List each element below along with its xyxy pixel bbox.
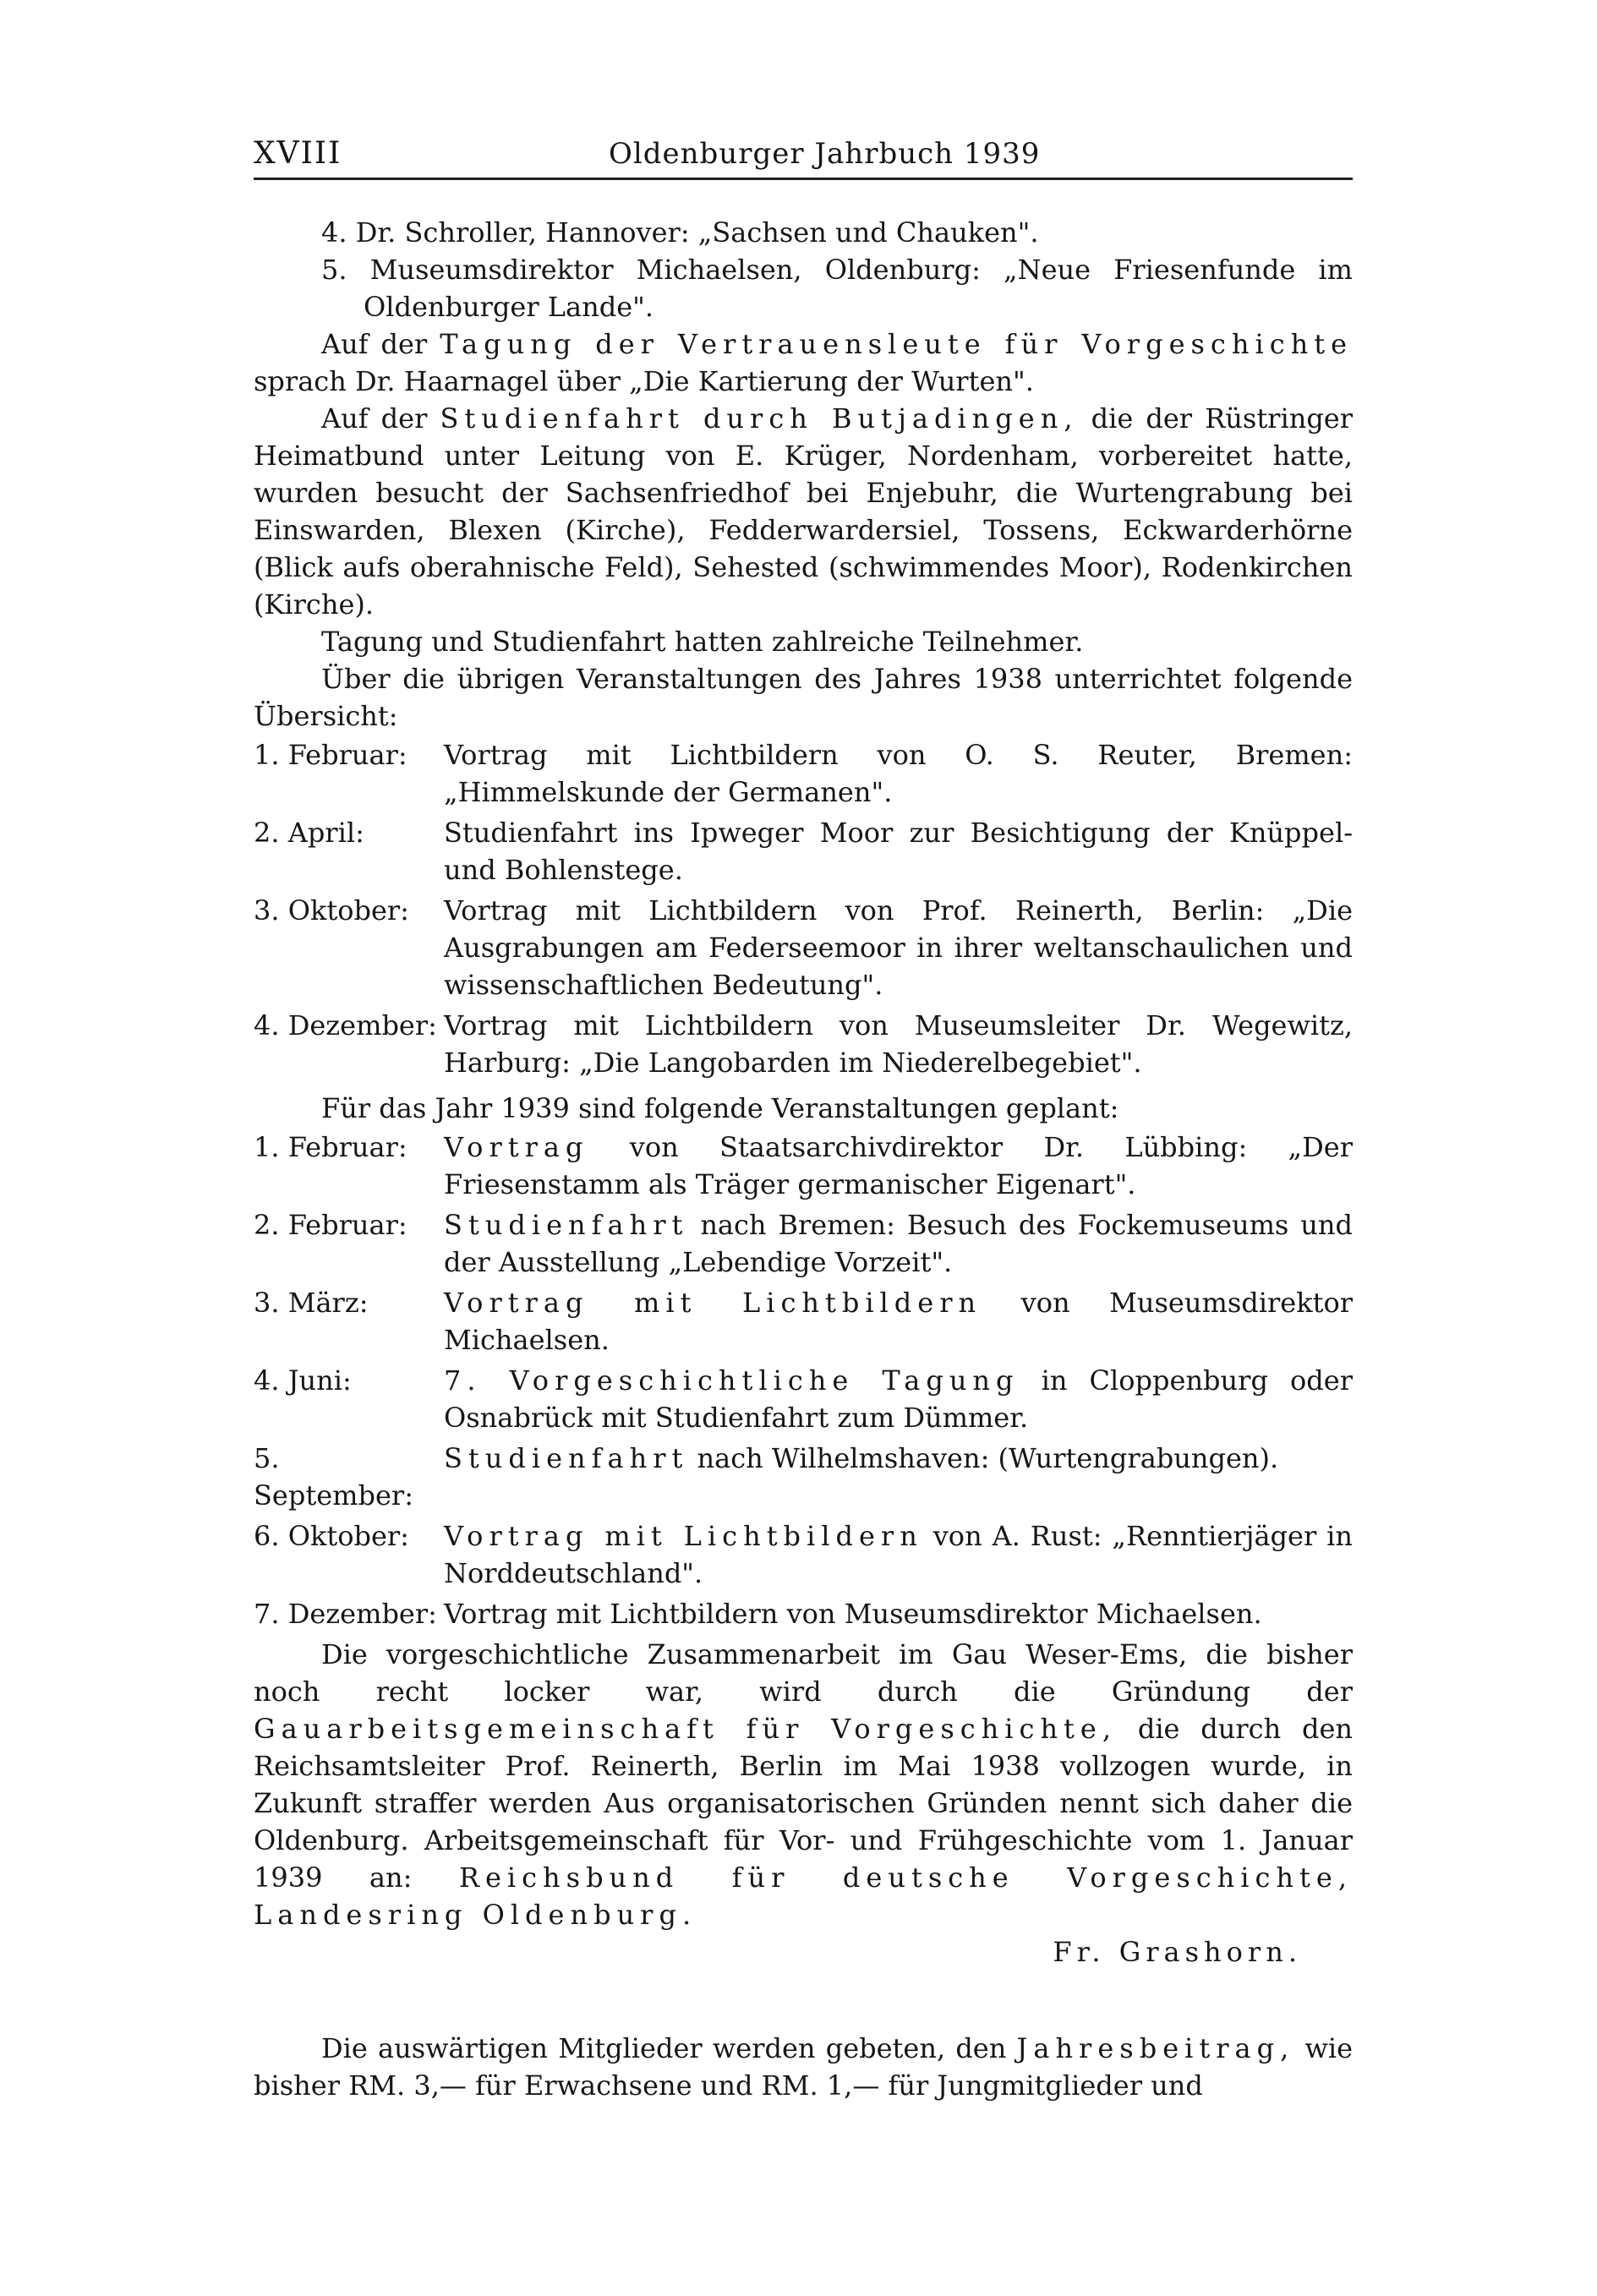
event-date: 5. September: xyxy=(254,1442,413,1512)
spaced-text: Vortrag mit Lichtbildern xyxy=(444,1287,982,1319)
event-date: 1. Februar: xyxy=(254,739,407,771)
event-row xyxy=(254,1595,1353,1632)
text: nach Wilhelmshaven: (Wurtengrabungen). xyxy=(697,1442,1279,1474)
text: Die vorgeschichtliche Zusammenarbeit im Gau Weser-Ems, die bisher noch recht locker war, wird durch die Gründung der xyxy=(254,1638,1353,1708)
event-date: 4. Juni: xyxy=(254,1364,352,1397)
event-row xyxy=(254,1517,1353,1592)
paragraph xyxy=(254,325,1353,400)
events-1939-list xyxy=(254,1129,1353,1632)
event-row xyxy=(254,1284,1353,1358)
spaced-text: Studienfahrt durch Butjadingen, xyxy=(440,402,1079,435)
text: in Cloppenburg oder Osnabrück mit Studienfahrt zum Dümmer. xyxy=(444,1364,1353,1434)
text: Auf der xyxy=(321,402,428,435)
page-header xyxy=(254,135,1353,180)
event-text xyxy=(444,1517,1353,1592)
event-text: Vortrag mit Lichtbildern von O. S. Reuter, Bremen: „Himmelskunde der Germanen". xyxy=(444,739,1353,808)
event-text: Vortrag mit Lichtbildern von Prof. Reinerth, Berlin: „Die Ausgrabungen am Federseemoor in ihrer weltanschaulichen und wissenschaftlichen Bedeutung". xyxy=(444,894,1353,1001)
event-date: 1. Februar: xyxy=(254,1131,407,1163)
event-text xyxy=(444,1440,1353,1514)
event-text xyxy=(444,1284,1353,1358)
event-date: 6. Oktober: xyxy=(254,1520,409,1552)
paragraph xyxy=(254,400,1353,623)
talk-item: 5. Museumsdirektor Michaelsen, Oldenburg: „Neue Friesenfunde im Oldenburger Lande". xyxy=(321,254,1353,323)
event-row xyxy=(254,1206,1353,1281)
text: die durch den Reichsamtsleiter Prof. Reinerth, Berlin im Mai 1938 vollzogen wurde, in Zukunft straffer werden Aus organisatorischen Gründen nennt sich daher die Oldenburg. Arbeitsgemeinschaft für Vor- und Frühgeschichte vom 1. Januar 1939 an: xyxy=(254,1713,1354,1894)
text: Die auswärtigen Mitglieder werden gebeten, den xyxy=(321,2032,1007,2064)
spaced-text: Gauarbeitsgemeinschaft für Vorgeschichte, xyxy=(254,1713,1118,1745)
event-date: 7. Dezember: xyxy=(254,1598,437,1630)
text: sprach Dr. Haarnagel über „Die Kartierung der Wurten". xyxy=(254,365,1034,397)
event-text xyxy=(444,1129,1353,1203)
event-date: 3. Oktober: xyxy=(254,894,409,927)
text: die der Rüstringer Heimatbund unter Leitung von E. Krüger, Nordenham, vorbereitet hatte, wurden besucht der Sachsenfriedhof bei Enjebuhr, die Wurtengrabung bei Einswarden, Blexen (Kirche), Fedderwardersiel, Tossens, Eckwarderhörne (Blick aufs oberahnische Feld), Sehested (schwimmendes Moor), Rodenkirchen (Kirche). xyxy=(254,402,1354,620)
event-date: 3. März: xyxy=(254,1287,369,1319)
spaced-text: Reichsbund für deutsche Vorgeschichte, Landesring Oldenburg. xyxy=(254,1861,1354,1931)
spacer xyxy=(254,1971,1353,2030)
spaced-text: Vortrag xyxy=(444,1131,589,1163)
page-number: XVIII xyxy=(254,136,342,171)
text: von Museumsdirektor Michaelsen. xyxy=(444,1287,1353,1356)
event-row xyxy=(254,892,1353,1003)
event-date: 4. Dezember: xyxy=(254,1009,437,1041)
event-row xyxy=(254,736,1353,811)
paragraph: Tagung und Studienfahrt hatten zahlreiche Teilnehmer. xyxy=(321,626,1084,658)
document-page xyxy=(254,135,1353,2104)
text: von A. Rust: „Renntierjäger in Norddeutschland". xyxy=(444,1520,1353,1589)
paragraph: Über die übrigen Veranstaltungen des Jahres 1938 unterrichtet folgende Übersicht: xyxy=(254,663,1353,732)
event-row xyxy=(254,1007,1353,1081)
event-row xyxy=(254,1440,1353,1514)
text: nach Bremen: Besuch des Fockemuseums und der Ausstellung „Lebendige Vorzeit". xyxy=(444,1209,1354,1278)
spaced-text: Tagung der Vertrauensleute für Vorgeschichte xyxy=(440,328,1354,360)
signature: Fr. Grashorn. xyxy=(1053,1936,1302,1968)
event-row xyxy=(254,1129,1353,1203)
footer-note xyxy=(254,2030,1353,2104)
text: Auf der xyxy=(321,328,428,360)
paragraph xyxy=(254,1636,1353,1933)
spaced-text: 7. Vorgeschichtliche Tagung xyxy=(444,1364,1020,1397)
event-date: 2. Februar: xyxy=(254,1209,407,1241)
spaced-text: Studienfahrt xyxy=(444,1442,689,1474)
event-date: 2. April: xyxy=(254,817,364,849)
running-title: Oldenburger Jahrbuch 1939 xyxy=(609,137,1041,171)
event-text xyxy=(444,1362,1353,1436)
page-body xyxy=(254,214,1353,2104)
text: wie bisher RM. 3,— für Erwachsene und RM. 1,— für Jungmitglieder und xyxy=(254,2032,1353,2102)
spaced-text: Studienfahrt xyxy=(444,1209,689,1241)
event-row xyxy=(254,814,1353,888)
event-text: Vortrag mit Lichtbildern von Museumsdirektor Michaelsen. xyxy=(444,1598,1262,1630)
event-text xyxy=(444,1206,1353,1281)
event-text: Vortrag mit Lichtbildern von Museumsleiter Dr. Wegewitz, Harburg: „Die Langobarden im Niederelbegebiet". xyxy=(444,1009,1353,1079)
spaced-text: Jahresbeitrag, xyxy=(1016,2032,1295,2064)
spaced-text: Vortrag mit Lichtbildern xyxy=(444,1520,923,1552)
event-row xyxy=(254,1362,1353,1436)
paragraph: Für das Jahr 1939 sind folgende Veranstaltungen geplant: xyxy=(321,1092,1119,1124)
events-1938-list xyxy=(254,736,1353,1081)
event-text: Studienfahrt ins Ipweger Moor zur Besichtigung der Knüppel- und Bohlenstege. xyxy=(444,817,1353,886)
talk-item: 4. Dr. Schroller, Hannover: „Sachsen und Chauken". xyxy=(321,216,1039,249)
text: von Staatsarchivdirektor Dr. Lübbing: „Der Friesenstamm als Träger germanischer Eigenart". xyxy=(444,1131,1354,1200)
